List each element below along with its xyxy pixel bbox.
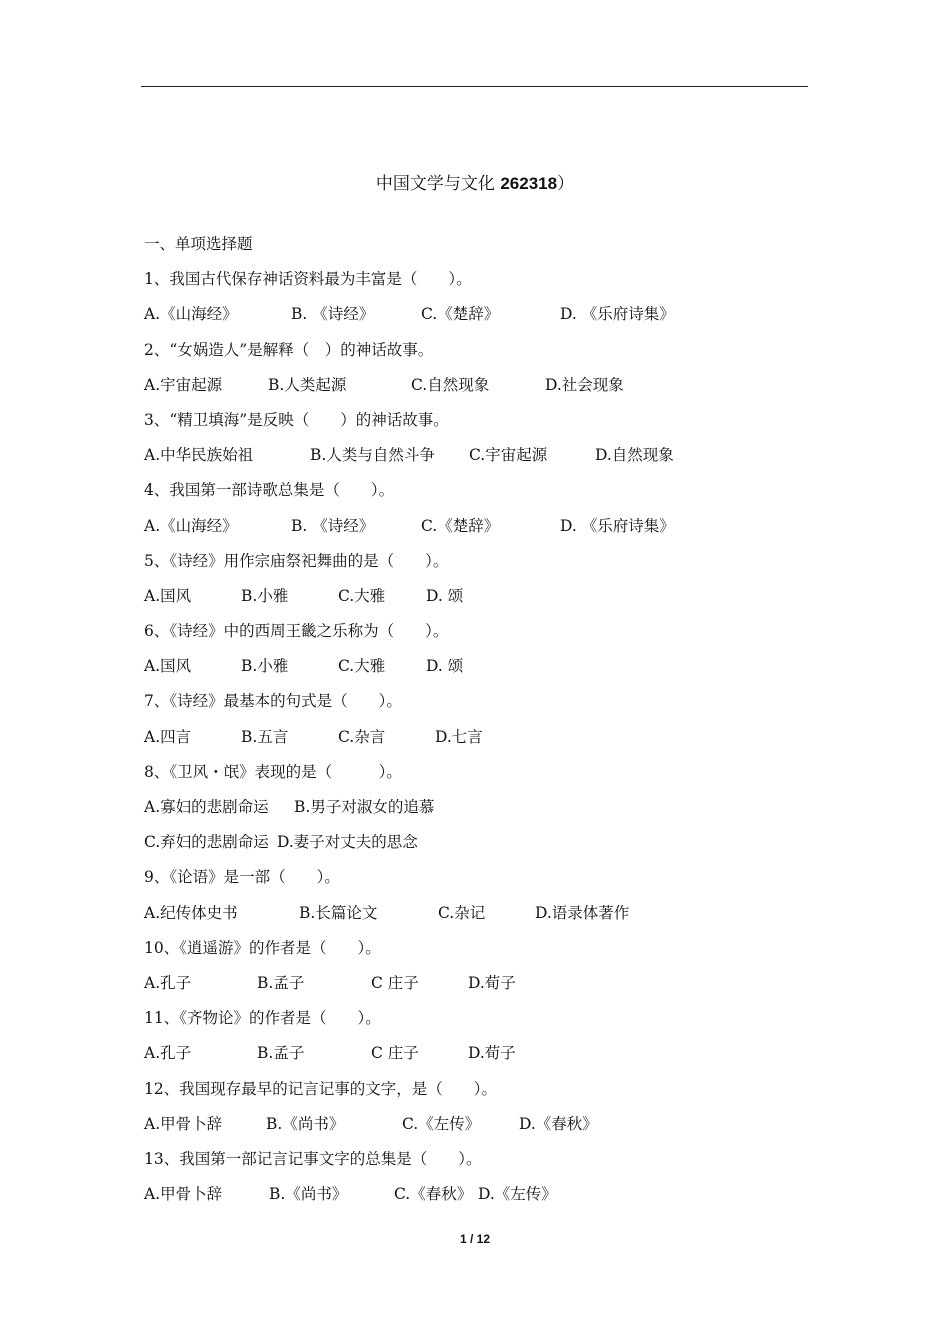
option-d: D.妻子对丈夫的思念 (277, 833, 418, 852)
option-c: C.《左传》 (402, 1114, 481, 1133)
question-list (144, 232, 824, 1217)
options-5 (144, 584, 824, 619)
option-c: C.大雅 (338, 586, 386, 605)
option-b: B.《尚书》 (266, 1114, 345, 1133)
question-8: 8、《卫风・氓》表现的是（ ）。 (144, 762, 402, 781)
option-a: A.孔子 (144, 973, 192, 992)
option-b: B.小雅 (241, 657, 289, 676)
option-d: D.荀子 (468, 1044, 516, 1063)
option-b: B.五言 (241, 727, 289, 746)
option-a: A.四言 (144, 727, 192, 746)
option-c: C.杂记 (438, 903, 486, 922)
option-b: B. 《诗经》 (291, 516, 375, 535)
question-13: 13、我国第一部记言记事文字的总集是（ ）。 (144, 1149, 482, 1168)
option-b: B.小雅 (241, 586, 289, 605)
option-c: C.《楚辞》 (421, 305, 500, 324)
question-10: 10、《逍遥游》的作者是（ ）。 (144, 938, 381, 957)
options-11 (144, 1041, 824, 1076)
option-b: B.《尚书》 (269, 1185, 348, 1204)
options-2 (144, 373, 824, 408)
options-1 (144, 302, 824, 337)
option-d: D.自然现象 (595, 446, 674, 465)
option-b: B.长篇论文 (299, 903, 378, 922)
option-c: C.杂言 (338, 727, 386, 746)
options-7 (144, 725, 824, 760)
document-title (0, 172, 950, 196)
options-10 (144, 971, 824, 1006)
option-c: C.《楚辞》 (421, 516, 500, 535)
option-d: D.社会现象 (545, 375, 624, 394)
page-number: 1 / 12 (459, 1232, 491, 1246)
option-b: B.男子对淑女的追慕 (294, 798, 435, 816)
question-11: 11、《齐物论》的作者是（ ）。 (144, 1009, 381, 1028)
question-5: 5、《诗经》用作宗庙祭祀舞曲的是（ ）。 (144, 551, 449, 570)
question-6: 6、《诗经》中的西周王畿之乐称为（ ）。 (144, 622, 449, 641)
option-a: A.国风 (144, 657, 192, 676)
option-c: C.大雅 (338, 657, 386, 676)
options-4 (144, 514, 824, 549)
option-a: A.纪传体史书 (144, 903, 238, 922)
option-a: A.中华民族始祖 (144, 446, 254, 465)
option-a: A.寡妇的悲剧命运 (144, 798, 269, 816)
question-1: 1、我国古代保存神话资料最为丰富是（ ）。 (144, 270, 472, 289)
option-b: B.孟子 (257, 973, 305, 992)
question-2: 2、“女娲造人”是解释（ ）的神话故事。 (144, 340, 434, 359)
option-d: D.语录体著作 (535, 903, 630, 922)
options-12 (144, 1112, 824, 1147)
option-a: A.《山海经》 (144, 516, 238, 535)
option-a: A.国风 (144, 586, 192, 605)
option-d: D. 颂 (426, 657, 464, 676)
option-d: D. 颂 (426, 586, 464, 605)
title-text: 中国文学与文化 (375, 174, 495, 194)
option-a: A.宇宙起源 (144, 375, 223, 394)
course-code: 262318 (500, 174, 558, 193)
option-d: D.《春秋》 (519, 1114, 598, 1133)
option-b: B.人类起源 (268, 375, 347, 394)
option-a: A.甲骨卜辞 (144, 1114, 223, 1133)
option-b: B.孟子 (257, 1044, 305, 1063)
options-6 (144, 654, 824, 689)
options-9 (144, 901, 824, 936)
option-a: A.孔子 (144, 1044, 192, 1063)
option-c: C.自然现象 (411, 375, 490, 394)
options-8a (144, 795, 824, 830)
option-a: A.《山海经》 (144, 305, 238, 324)
question-4: 4、我国第一部诗歌总集是（ ）。 (144, 481, 395, 500)
header-rule (141, 86, 808, 87)
option-c: C.弃妇的悲剧命运 (144, 833, 269, 852)
section-heading: 一、单项选择题 (144, 235, 253, 253)
option-c: C 庄子 (371, 1044, 419, 1063)
option-b: B. 《诗经》 (291, 305, 375, 324)
option-c: C 庄子 (371, 973, 419, 992)
option-c: C.《春秋》 (394, 1185, 473, 1204)
option-d: D. 《乐府诗集》 (560, 305, 675, 324)
title-close: ） (557, 174, 575, 193)
question-7: 7、《诗经》最基本的句式是（ ）。 (144, 692, 402, 711)
options-8b (144, 830, 824, 865)
question-9: 9、《论语》是一部（ ）。 (144, 868, 340, 887)
question-3: 3、“精卫填海”是反映（ ）的神话故事。 (144, 410, 449, 429)
options-13 (144, 1182, 824, 1217)
question-12: 12、我国现存最早的记言记事的文字，是（ ）。 (144, 1079, 497, 1098)
option-d: D.七言 (435, 727, 483, 746)
options-3 (144, 443, 824, 478)
option-d: D.荀子 (468, 973, 516, 992)
option-d: D.《左传》 (478, 1185, 557, 1204)
option-a: A.甲骨卜辞 (144, 1185, 223, 1204)
option-c: C.宇宙起源 (469, 446, 548, 465)
option-b: B.人类与自然斗争 (310, 446, 435, 465)
option-d: D. 《乐府诗集》 (560, 516, 675, 535)
